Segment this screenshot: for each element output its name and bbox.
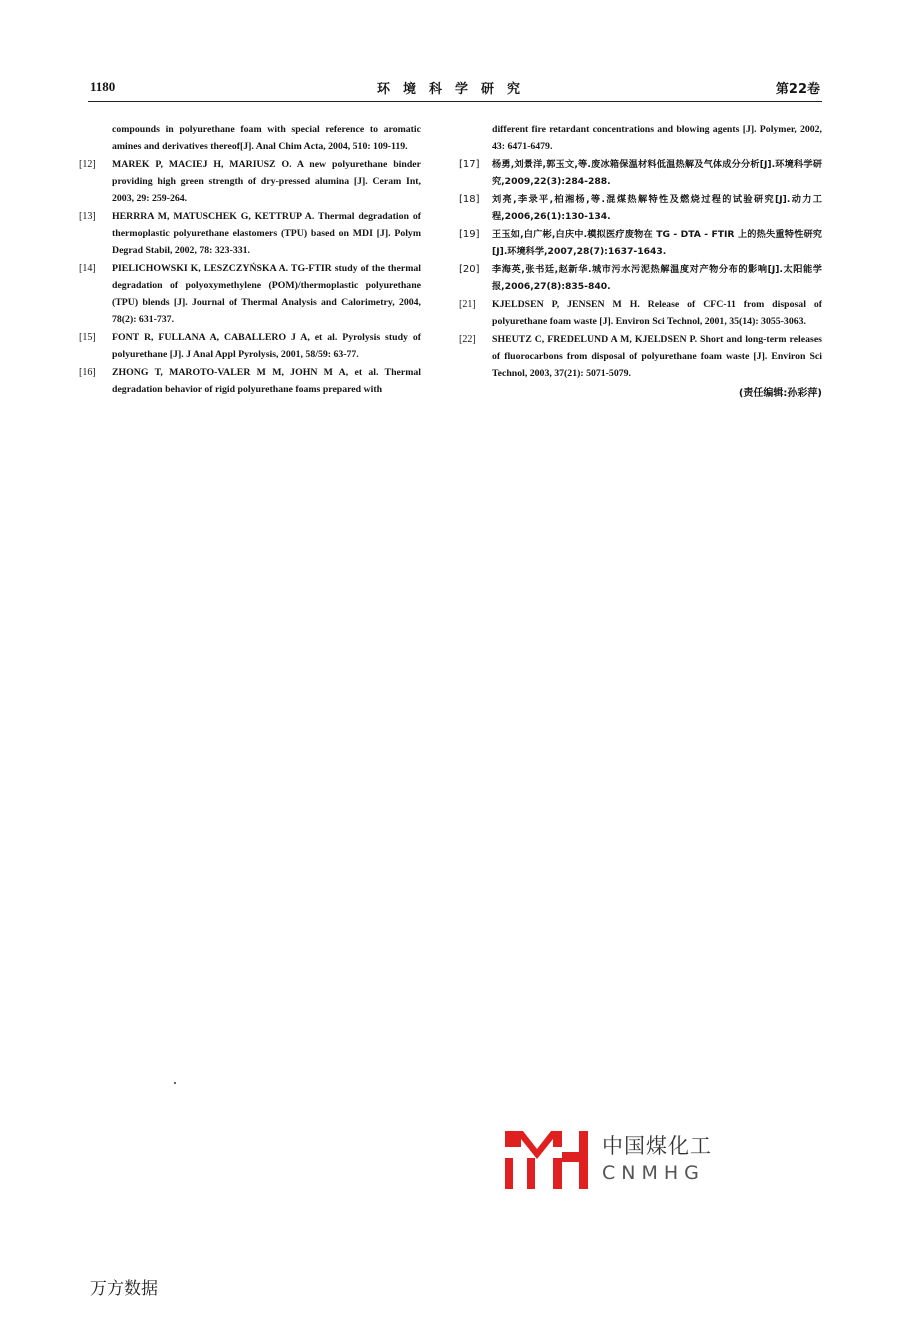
reference-text: HERRRA M, MATUSCHEK G, KETTRUP A. Thermal degradation of thermoplastic polyurethane elastomers (TPU) based on MDI [J]. Polym Degrad Stabil, 2002, 78: 323-331. xyxy=(112,211,421,256)
reference-item xyxy=(459,156,822,190)
reference-item xyxy=(459,191,822,225)
reference-number: [12] xyxy=(79,159,96,170)
reference-number: [21] xyxy=(459,299,476,310)
references-right-column xyxy=(459,121,822,402)
logo-chinese-text: 中国煤化工 xyxy=(602,1134,712,1158)
reference-number: [16] xyxy=(79,367,96,378)
editor-note: (责任编辑:孙彩萍) xyxy=(738,388,822,399)
stray-dot xyxy=(174,1082,176,1084)
reference-item xyxy=(79,121,421,155)
reference-item xyxy=(459,261,822,295)
page-number: 1180 xyxy=(90,79,116,94)
logo-english-text: CNMHG xyxy=(602,1162,705,1184)
reference-item xyxy=(459,121,822,155)
cnmhg-logo xyxy=(505,1131,725,1191)
references-left-column xyxy=(79,121,421,399)
reference-text: SHEUTZ C, FREDELUND A M, KJELDSEN P. Short and long-term releases of fluorocarbons from disposal of polyurethane foam waste [J]. Environ Sci Technol, 2003, 37(21): 5071-5079. xyxy=(492,334,822,379)
reference-number: [19] xyxy=(459,229,480,240)
header-rule xyxy=(88,101,822,102)
reference-text: compounds in polyurethane foam with special reference to aromatic amines and derivatives thereof[J]. Anal Chim Acta, 2004, 510: 109-119. xyxy=(112,124,421,152)
reference-text: PIELICHOWSKI K, LESZCZYŃSKA A. TG-FTIR study of the thermal degradation of polyoxymethylene (POM)/thermoplastic polyurethane (TPU) blends [J]. Journal of Thermal Analysis and Calorimetry, 2004, 78(2): 631-737. xyxy=(112,263,421,325)
journal-title: 环境科学研究 xyxy=(376,82,533,97)
reference-text: 刘亮,李录平,柏湘杨,等.混煤热解特性及燃烧过程的试验研究[J].动力工程,2006,26(1):130-134. xyxy=(492,194,822,222)
reference-text: FONT R, FULLANA A, CABALLERO J A, et al. Pyrolysis study of polyurethane [J]. J Anal Appl Pyrolysis, 2001, 58/59: 63-77. xyxy=(112,332,421,360)
reference-number: [14] xyxy=(79,263,96,274)
reference-number: [18] xyxy=(459,194,480,205)
footer-watermark: 万方数据 xyxy=(90,1279,158,1299)
reference-text: 杨勇,刘景洋,郭玉文,等.废冰箱保温材料低温热解及气体成分分析[J].环境科学研究,2009,22(3):284-288. xyxy=(492,159,822,187)
reference-item xyxy=(459,226,822,260)
reference-item xyxy=(79,364,421,398)
reference-number: [17] xyxy=(459,159,480,170)
reference-number: [15] xyxy=(79,332,96,343)
reference-item xyxy=(79,329,421,363)
reference-item xyxy=(459,296,822,330)
reference-item xyxy=(79,156,421,207)
cnmhg-logo-mark-icon xyxy=(505,1131,595,1191)
reference-number: [20] xyxy=(459,264,480,275)
volume-label: 第22卷 xyxy=(775,82,820,97)
reference-text: KJELDSEN P, JENSEN M H. Release of CFC-11 from disposal of polyurethane foam waste [J]. Environ Sci Technol, 2001, 35(14): 3055-3063. xyxy=(492,299,822,327)
reference-text: different fire retardant concentrations and blowing agents [J]. Polymer, 2002, 43: 6471-6479. xyxy=(492,124,822,152)
reference-item xyxy=(459,331,822,382)
reference-text: ZHONG T, MAROTO-VALER M M, JOHN M A, et al. Thermal degradation behavior of rigid polyurethane foams prepared with xyxy=(112,367,421,395)
reference-text: MAREK P, MACIEJ H, MARIUSZ O. A new polyurethane binder providing high green strength of dry-pressed alumina [J]. Ceram Int, 2003, 29: 259-264. xyxy=(112,159,421,204)
page-header xyxy=(90,76,820,98)
reference-number: [13] xyxy=(79,211,96,222)
reference-text: 李海英,张书廷,赵新华.城市污水污泥热解温度对产物分布的影响[J].太阳能学报,2006,27(8):835-840. xyxy=(492,264,822,292)
reference-number: [22] xyxy=(459,334,476,345)
reference-text: 王玉如,白广彬,白庆中.模拟医疗废物在 TG - DTA - FTIR 上的热失重特性研究[J].环境科学,2007,28(7):1637-1643. xyxy=(492,229,822,257)
reference-item xyxy=(79,208,421,259)
reference-item xyxy=(79,260,421,328)
